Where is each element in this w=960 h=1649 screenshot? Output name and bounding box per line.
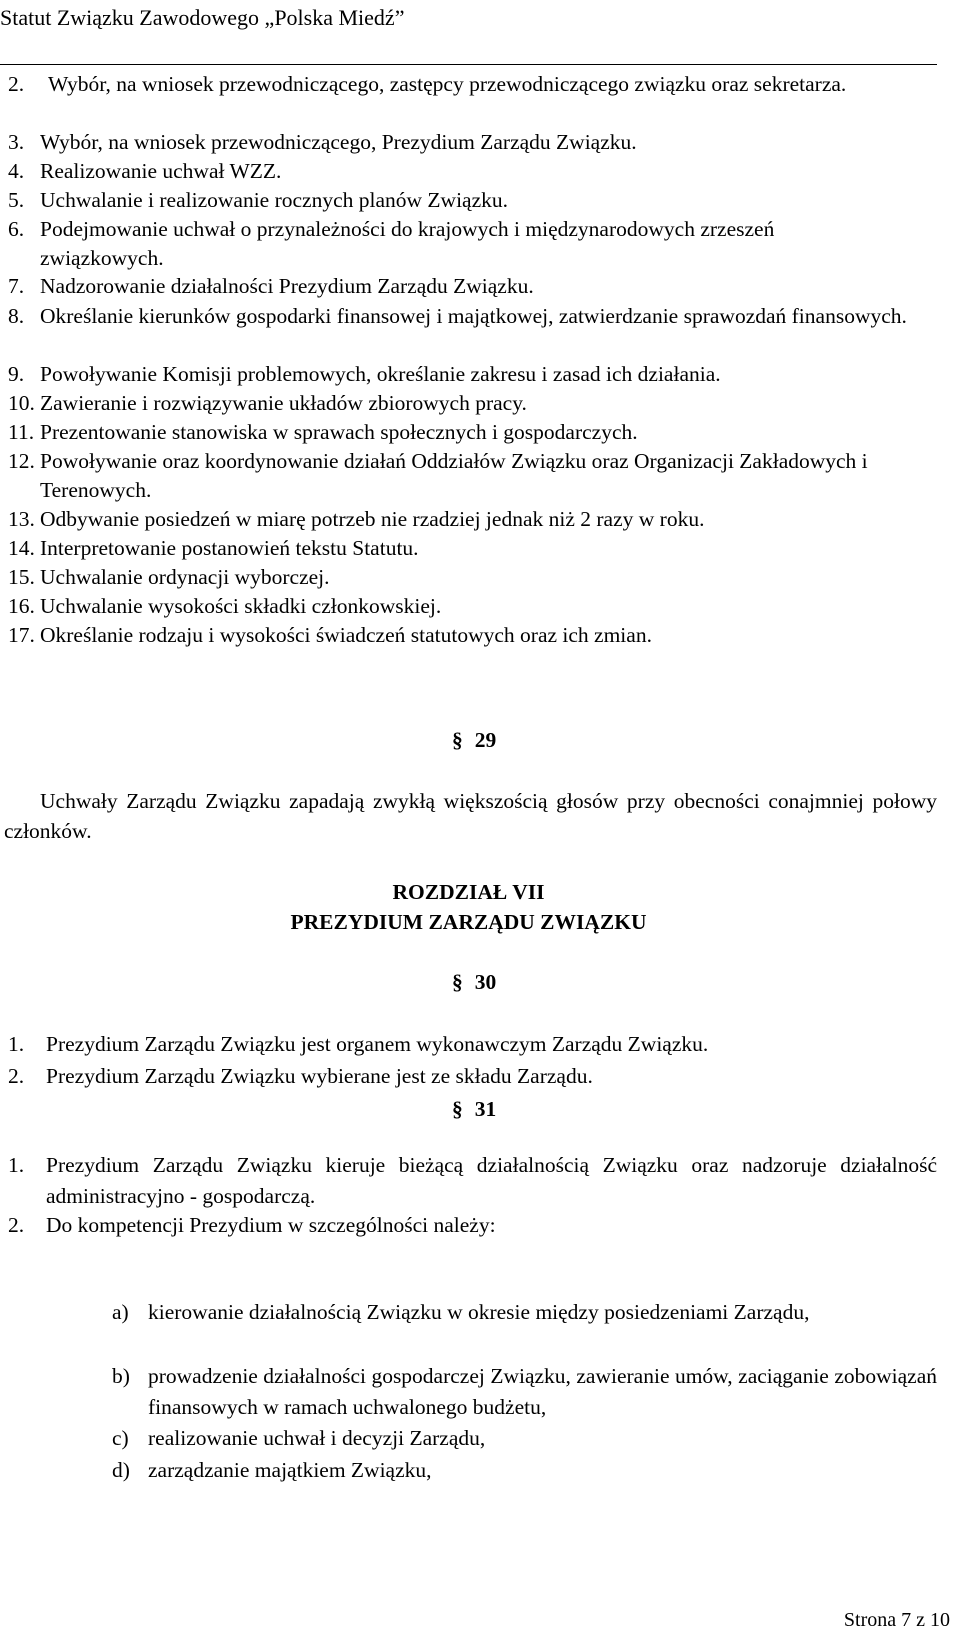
list-item: 10. Zawieranie i rozwiązywanie układów zbiorowych pracy. xyxy=(8,391,527,415)
section-number: 30 xyxy=(474,970,497,994)
list-item: a) kierowanie działalnością Związku w okresie między posiedzeniami Zarządu, xyxy=(112,1300,810,1324)
section-29-text: Uchwały Zarządu Związku zapadają zwykłą większością głosów przy obecności conajmniej połowy członków. xyxy=(4,789,937,843)
list-item: 9. Powoływanie Komisji problemowych, określanie zakresu i zasad ich działania. xyxy=(8,362,721,386)
list-item: 7. Nadzorowanie działalności Prezydium Zarządu Związku. xyxy=(8,274,534,298)
list-item: 8. Określanie kierunków gospodarki finansowej i majątkowej, zatwierdzanie sprawozdań finansowych. xyxy=(8,304,907,328)
chapter-subtitle: PREZYDIUM ZARZĄDU ZWIĄZKU xyxy=(290,910,647,934)
section-29-heading xyxy=(452,725,496,755)
list-item: 1. Prezydium Zarządu Związku jest organem wykonawczym Zarządu Związku. xyxy=(8,1032,709,1056)
list-item: 13. Odbywanie posiedzeń w miarę potrzeb nie rzadziej jednak niż 2 razy w roku. xyxy=(8,507,705,531)
list-item: 14. Interpretowanie postanowień tekstu Statutu. xyxy=(8,536,419,560)
list-item: 4. Realizowanie uchwał WZZ. xyxy=(8,159,282,183)
list-item: d) zarządzanie majątkiem Związku, xyxy=(112,1458,432,1482)
page-number: Strona 7 z 10 xyxy=(843,1609,950,1631)
list-item: b) prowadzenie działalności gospodarczej Związku, zawieranie umów, zaciąganie zobowiązań finansowych w ramach uchwalonego budżetu, xyxy=(112,1364,937,1419)
list-item-number: 2. xyxy=(8,72,25,96)
list-item-text: Wybór, na wniosek przewodniczącego, zastępcy przewodniczącego związku oraz sekretarza. xyxy=(48,72,847,96)
list-item: c) realizowanie uchwał i decyzji Zarządu, xyxy=(112,1426,486,1450)
list-item: 17. Określanie rodzaju i wysokości świadczeń statutowych oraz ich zmian. xyxy=(8,623,652,647)
chapter-title: ROZDZIAŁ VII xyxy=(392,880,545,904)
list-item: 16. Uchwalanie wysokości składki członkowskiej. xyxy=(8,594,442,618)
list-item: 15. Uchwalanie ordynacji wyborczej. xyxy=(8,565,330,589)
list-item: 3. Wybór, na wniosek przewodniczącego, Prezydium Zarządu Związku. xyxy=(8,130,637,154)
section-sign: § xyxy=(452,970,463,994)
section-31-heading xyxy=(452,1094,496,1124)
list-item xyxy=(8,70,937,99)
page-header xyxy=(0,0,937,65)
header-title: Statut Związku Zawodowego „Polska Miedź” xyxy=(0,5,405,30)
section-sign: § xyxy=(452,1097,463,1121)
section-number: 29 xyxy=(474,728,497,752)
list-item: 6. Podejmowanie uchwał o przynależności do krajowych i międzynarodowych zrzeszeń związkowych. xyxy=(8,217,775,270)
section-30-heading xyxy=(452,967,496,997)
list-item: 2. Prezydium Zarządu Związku wybierane jest ze składu Zarządu. xyxy=(8,1064,593,1088)
section-number: 31 xyxy=(474,1097,497,1121)
list-item: 12. Powoływanie oraz koordynowanie działań Oddziałów Związku oraz Organizacji Zakładowych i Terenowych. xyxy=(8,449,868,502)
list-item: 5. Uchwalanie i realizowanie rocznych planów Związku. xyxy=(8,188,509,212)
list-item: 11. Prezentowanie stanowiska w sprawach społecznych i gospodarczych. xyxy=(8,420,638,444)
list-item: 2. Do kompetencji Prezydium w szczególności należy: xyxy=(8,1213,496,1237)
list-item: 1. Prezydium Zarządu Związku kieruje bieżącą działalnością Związku oraz nadzoruje działalność administracyjno - gospodarczą. xyxy=(8,1153,937,1208)
section-sign: § xyxy=(452,728,463,752)
